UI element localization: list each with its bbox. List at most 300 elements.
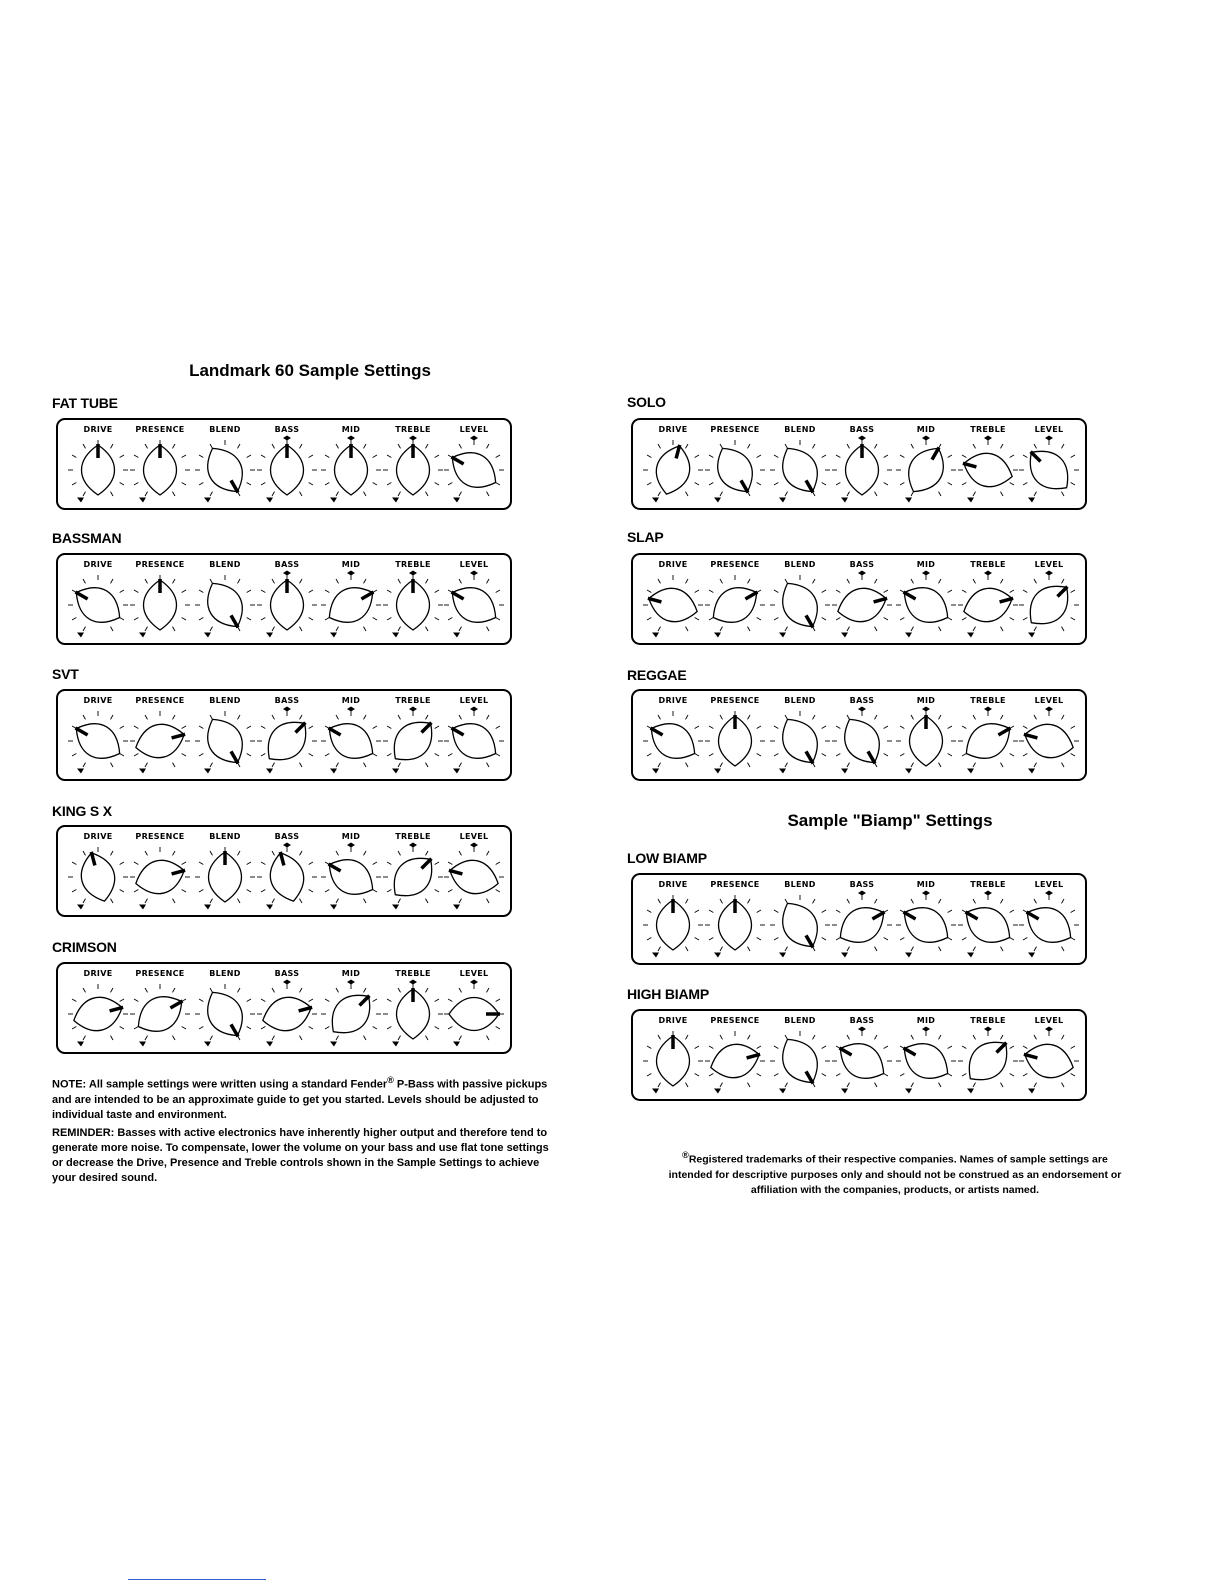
tick-mark [325, 754, 329, 757]
tick-mark [748, 1035, 751, 1039]
min-arrow-icon [905, 1088, 912, 1093]
knob-treble [958, 696, 1018, 773]
knob-body [198, 711, 252, 771]
tick-mark [836, 618, 840, 621]
knob-row [633, 1011, 1085, 1099]
tick-mark [145, 627, 148, 631]
knob-label: PRESENCE [135, 425, 185, 434]
tick-mark [822, 938, 826, 941]
tick-mark [199, 455, 203, 458]
knob-label: BASS [849, 560, 875, 569]
tick-mark [435, 862, 439, 865]
tick-mark [238, 899, 241, 903]
tick-mark [387, 618, 391, 621]
center-detent-marker [1045, 1027, 1053, 1032]
tick-mark [1023, 483, 1027, 486]
tick-mark [720, 492, 723, 496]
tick-mark [884, 938, 888, 941]
tick-mark [336, 579, 339, 583]
tick-mark [900, 618, 904, 621]
tick-mark [459, 763, 462, 767]
settings-panel [56, 689, 512, 781]
center-detent-marker [984, 436, 992, 441]
tick-mark [398, 579, 401, 583]
knob-label: PRESENCE [710, 425, 760, 434]
knob-presence [130, 696, 190, 773]
tick-mark [884, 590, 888, 593]
min-arrow-icon [1028, 497, 1035, 502]
tick-mark [487, 715, 490, 719]
knob-drive [643, 880, 703, 957]
tick-mark [658, 627, 661, 631]
knob-label: TREBLE [970, 696, 1006, 705]
tick-mark [83, 988, 86, 992]
knob-mid [896, 880, 956, 957]
center-detent-marker [283, 571, 291, 576]
tick-mark [973, 492, 976, 496]
tick-mark [748, 1083, 751, 1087]
min-arrow-icon [967, 768, 974, 773]
tick-mark [238, 851, 241, 855]
tick-mark [686, 1083, 689, 1087]
tick-mark [134, 455, 138, 458]
registered-mark: ® [682, 1150, 689, 1160]
tick-mark [238, 444, 241, 448]
tick-mark [261, 618, 265, 621]
tick-mark [487, 444, 490, 448]
knob-blend [770, 560, 830, 637]
knob-label: MID [341, 969, 361, 978]
knob-label: LEVEL [459, 832, 489, 841]
tick-mark [1062, 492, 1065, 496]
tick-mark [387, 1027, 391, 1030]
tick-mark [1071, 754, 1075, 757]
knob-label: TREBLE [395, 560, 431, 569]
tick-mark [426, 851, 429, 855]
tick-mark [695, 726, 699, 729]
tick-mark [748, 947, 751, 951]
tick-mark [387, 890, 391, 893]
min-arrow-icon [266, 768, 273, 773]
tick-mark [72, 483, 76, 486]
tick-mark [1001, 1083, 1004, 1087]
knob-body [384, 712, 443, 771]
knob-body [259, 992, 316, 1037]
tick-mark [373, 455, 377, 458]
tick-mark [973, 444, 976, 448]
tick-mark [373, 999, 377, 1002]
knob-mid [321, 696, 381, 773]
tick-mark [272, 715, 275, 719]
center-detent-marker [283, 980, 291, 985]
tick-mark [364, 851, 367, 855]
knob-label: BLEND [784, 425, 816, 434]
tick-mark [435, 890, 439, 893]
min-arrow-icon [77, 632, 84, 637]
min-arrow-icon [266, 1041, 273, 1046]
knob-body [896, 1034, 956, 1088]
tick-mark [182, 483, 186, 486]
knob-label: DRIVE [658, 1016, 688, 1025]
tick-mark [120, 455, 124, 458]
tick-mark [911, 444, 914, 448]
center-detent-marker [984, 707, 992, 712]
tick-mark [1023, 1074, 1027, 1077]
tick-mark [962, 483, 966, 486]
tick-mark [748, 715, 751, 719]
tick-mark [836, 590, 840, 593]
knob-bass [832, 560, 892, 637]
knob-body [198, 984, 252, 1044]
tick-mark [948, 590, 952, 593]
tick-mark [364, 988, 367, 992]
knob-label: PRESENCE [710, 696, 760, 705]
tick-mark [145, 988, 148, 992]
tick-mark [325, 1027, 329, 1030]
knob-body [773, 895, 827, 955]
knob-drive [643, 560, 703, 637]
tick-mark [272, 444, 275, 448]
tick-mark [1010, 754, 1014, 757]
min-arrow-icon [330, 768, 337, 773]
tick-mark [1034, 947, 1037, 951]
min-arrow-icon [77, 768, 84, 773]
tick-mark [272, 899, 275, 903]
knob-mid [321, 969, 381, 1046]
tick-mark [199, 890, 203, 893]
tick-mark [647, 618, 651, 621]
tick-mark [962, 726, 966, 729]
center-detent-marker [283, 436, 291, 441]
knob-body [958, 898, 1018, 952]
tick-mark [145, 492, 148, 496]
min-arrow-icon [714, 768, 721, 773]
knob-mid [896, 560, 956, 637]
knob-label: TREBLE [395, 696, 431, 705]
tick-mark [173, 444, 176, 448]
min-arrow-icon [204, 497, 211, 502]
tick-mark [83, 444, 86, 448]
tick-mark [487, 492, 490, 496]
tick-mark [173, 715, 176, 719]
tick-mark [247, 754, 251, 757]
tick-mark [120, 890, 124, 893]
tick-mark [309, 754, 313, 757]
tick-mark [336, 444, 339, 448]
tick-mark [847, 899, 850, 903]
knob-level [444, 560, 504, 637]
tick-mark [83, 579, 86, 583]
tick-mark [336, 1036, 339, 1040]
tick-mark [875, 444, 878, 448]
center-detent-marker [409, 707, 417, 712]
tick-mark [398, 851, 401, 855]
min-arrow-icon [714, 497, 721, 502]
tick-mark [1071, 910, 1075, 913]
tick-mark [973, 947, 976, 951]
knob-row [633, 691, 1085, 779]
tick-mark [182, 1027, 186, 1030]
min-arrow-icon [204, 632, 211, 637]
tick-mark [426, 579, 429, 583]
tick-mark [658, 899, 661, 903]
tick-mark [210, 492, 213, 496]
knob-body [132, 855, 189, 900]
tick-mark [939, 1035, 942, 1039]
tick-mark [709, 590, 713, 593]
knob-body [384, 848, 443, 907]
tick-mark [948, 726, 952, 729]
tick-mark [387, 483, 391, 486]
tick-mark [748, 444, 751, 448]
min-arrow-icon [204, 1041, 211, 1046]
knob-bass [832, 696, 892, 773]
center-detent-marker [922, 1027, 930, 1032]
tick-mark [748, 899, 751, 903]
tick-mark [647, 1046, 651, 1049]
tick-mark [398, 1036, 401, 1040]
knob-blend [195, 425, 255, 502]
tick-mark [939, 1083, 942, 1087]
knob-body [707, 1039, 764, 1084]
knob-bass [832, 1016, 892, 1093]
tick-mark [686, 715, 689, 719]
tick-mark [658, 444, 661, 448]
tick-mark [884, 726, 888, 729]
tick-mark [1010, 1074, 1014, 1077]
preset-name: HIGH BIAMP [627, 986, 710, 1002]
tick-mark [1034, 627, 1037, 631]
knob-presence [130, 832, 190, 909]
preset-name: REGGAE [627, 667, 687, 683]
tick-mark [1023, 618, 1027, 621]
tick-mark [695, 590, 699, 593]
tick-mark [836, 1074, 840, 1077]
tick-mark [948, 910, 952, 913]
tick-mark [686, 947, 689, 951]
tick-mark [1071, 590, 1075, 593]
knob-label: MID [341, 425, 361, 434]
tick-mark [1034, 715, 1037, 719]
knob-label: LEVEL [459, 425, 489, 434]
tick-mark [373, 862, 377, 865]
center-detent-marker [984, 891, 992, 896]
knob-blend [770, 1016, 830, 1093]
tick-mark [83, 899, 86, 903]
tick-mark [309, 726, 313, 729]
tick-mark [695, 910, 699, 913]
tick-mark [426, 899, 429, 903]
tick-mark [1023, 754, 1027, 757]
tick-mark [261, 862, 265, 865]
tick-mark [900, 483, 904, 486]
tick-mark [272, 763, 275, 767]
tick-mark [1001, 763, 1004, 767]
min-arrow-icon [779, 1088, 786, 1093]
tick-mark [962, 455, 966, 458]
tick-mark [709, 1074, 713, 1077]
tick-mark [1034, 899, 1037, 903]
tick-mark [774, 1046, 778, 1049]
center-detent-marker [347, 436, 355, 441]
tick-mark [261, 1027, 265, 1030]
tick-mark [875, 627, 878, 631]
tick-mark [1010, 590, 1014, 593]
tick-mark [813, 579, 816, 583]
tick-mark [709, 754, 713, 757]
tick-mark [939, 579, 942, 583]
tick-mark [695, 1074, 699, 1077]
reminder-paragraph [52, 1126, 552, 1186]
tick-mark [948, 455, 952, 458]
knob-row [58, 827, 510, 915]
tick-mark [1001, 1035, 1004, 1039]
tick-mark [325, 483, 329, 486]
tick-mark [658, 492, 661, 496]
tick-mark [1062, 1035, 1065, 1039]
tick-mark [647, 455, 651, 458]
knob-mid [896, 1016, 956, 1093]
tick-mark [836, 910, 840, 913]
knob-blend [195, 560, 255, 637]
tick-mark [111, 492, 114, 496]
knob-label: TREBLE [970, 1016, 1006, 1025]
knob-body [444, 714, 504, 768]
tick-mark [884, 1046, 888, 1049]
knob-treble [958, 1016, 1018, 1093]
min-arrow-icon [652, 1088, 659, 1093]
tick-mark [875, 899, 878, 903]
tick-mark [1062, 763, 1065, 767]
tick-mark [72, 1027, 76, 1030]
tick-mark [813, 899, 816, 903]
center-detent-marker [858, 436, 866, 441]
knob-body [132, 719, 189, 764]
knob-level [444, 696, 504, 773]
tick-mark [973, 579, 976, 583]
center-detent-marker [470, 980, 478, 985]
knob-label: PRESENCE [135, 560, 185, 569]
tick-mark [336, 715, 339, 719]
knob-presence [130, 969, 190, 1046]
tick-mark [199, 1027, 203, 1030]
knob-presence [705, 696, 765, 773]
tick-mark [459, 492, 462, 496]
knob-body [835, 711, 889, 771]
tick-mark [173, 851, 176, 855]
knob-bass [257, 560, 317, 637]
tick-mark [496, 862, 500, 865]
knob-blend [770, 880, 830, 957]
tick-mark [709, 1046, 713, 1049]
tick-mark [134, 890, 138, 893]
min-arrow-icon [453, 1041, 460, 1046]
knob-body [68, 578, 128, 632]
tick-mark [238, 715, 241, 719]
tick-mark [426, 988, 429, 992]
knob-body [773, 1031, 827, 1091]
tick-mark [836, 754, 840, 757]
tick-mark [658, 763, 661, 767]
tick-mark [145, 763, 148, 767]
knob-body [1021, 1039, 1078, 1084]
min-arrow-icon [266, 632, 273, 637]
tick-mark [336, 763, 339, 767]
tick-mark [300, 851, 303, 855]
tick-mark [785, 947, 788, 951]
tick-mark [261, 590, 265, 593]
tick-mark [774, 455, 778, 458]
tick-mark [120, 999, 124, 1002]
knob-mid [896, 425, 956, 502]
tick-mark [72, 754, 76, 757]
tick-mark [647, 938, 651, 941]
tick-mark [822, 618, 826, 621]
knob-label: BLEND [784, 696, 816, 705]
tick-mark [847, 947, 850, 951]
tick-mark [247, 999, 251, 1002]
knob-body [321, 578, 381, 632]
tick-mark [757, 1074, 761, 1077]
knob-label: BLEND [209, 969, 241, 978]
tick-mark [459, 899, 462, 903]
tick-mark [847, 763, 850, 767]
tick-mark [120, 726, 124, 729]
tick-mark [387, 726, 391, 729]
knob-bass [832, 880, 892, 957]
center-detent-marker [1045, 891, 1053, 896]
knob-label: BASS [274, 832, 300, 841]
tick-mark [261, 483, 265, 486]
knob-body [70, 992, 127, 1037]
tick-mark [695, 618, 699, 621]
tick-mark [272, 579, 275, 583]
tick-mark [720, 947, 723, 951]
tick-mark [847, 444, 850, 448]
tick-mark [111, 579, 114, 583]
tick-mark [72, 890, 76, 893]
tick-mark [364, 627, 367, 631]
knob-label: BASS [849, 696, 875, 705]
knob-mid [321, 560, 381, 637]
knob-treble [383, 969, 443, 1046]
tick-mark [309, 590, 313, 593]
min-arrow-icon [392, 632, 399, 637]
knob-label: MID [341, 560, 361, 569]
knob-drive [68, 425, 128, 502]
tick-mark [272, 1036, 275, 1040]
tick-mark [459, 1036, 462, 1040]
tick-mark [939, 627, 942, 631]
knob-label: BASS [849, 1016, 875, 1025]
tick-mark [309, 999, 313, 1002]
knob-body [322, 985, 381, 1044]
tick-mark [1071, 1074, 1075, 1077]
knob-body [198, 440, 252, 500]
tick-mark [145, 851, 148, 855]
tick-mark [822, 590, 826, 593]
knob-body [834, 583, 891, 628]
tick-mark [962, 938, 966, 941]
tick-mark [496, 890, 500, 893]
tick-mark [487, 899, 490, 903]
knob-level [1019, 560, 1079, 637]
knob-treble [383, 425, 443, 502]
tick-mark [836, 483, 840, 486]
tick-mark [822, 1046, 826, 1049]
tick-mark [1023, 938, 1027, 941]
tick-mark [962, 1046, 966, 1049]
